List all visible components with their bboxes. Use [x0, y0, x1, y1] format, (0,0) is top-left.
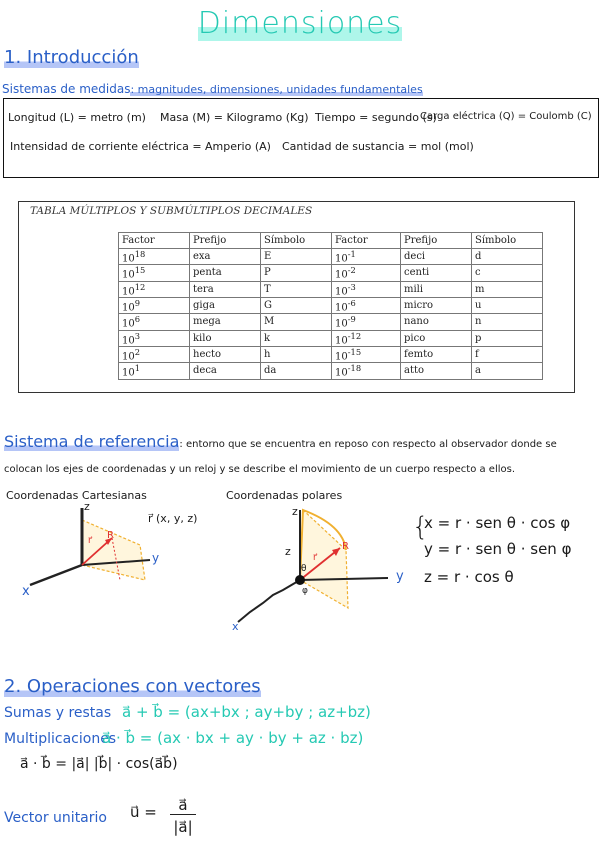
- sum-label: Sumas y restas: [4, 705, 112, 721]
- table-header-row: [119, 233, 543, 249]
- axis-z-label: z: [84, 500, 90, 513]
- dot-product-equation: a⃗ · b⃗ = |a⃗| |b⃗| · cos(a⃗b⃗): [20, 756, 178, 772]
- ref-definition-line1: Sistema de referencia: entorno que se encuentra en reposo con respecto al observador donde se: [4, 432, 557, 451]
- units-box: [3, 98, 599, 178]
- unit-masa: Masa (M) = Kilogramo (Kg): [160, 111, 309, 124]
- equations-brace: {: [412, 512, 429, 542]
- polar-vector-r-label: r⃗: [313, 553, 317, 563]
- polar-axis-x-label: x: [232, 620, 239, 633]
- polar-label: Coordenadas polares: [226, 489, 343, 502]
- unit-vector-lhs: u⃗ =: [130, 803, 157, 821]
- table-row: $10^{18}$ exa E $10^{-1}$ deci d: [119, 249, 543, 265]
- unit-vector-numerator: a⃗: [170, 796, 196, 815]
- header-simbolo: Símbolo: [261, 233, 332, 249]
- subheading-sistemas-medidas: Sistemas de medidas: magnitudes, dimensiones, unidades fundamentales: [2, 82, 423, 96]
- unit-vector-label: Vector unitario: [4, 810, 107, 826]
- polar-z-height-label: z: [285, 545, 291, 558]
- equation-x: x = r · sen θ · cos φ: [424, 514, 571, 532]
- ref-definition-line2: colocan los ejes de coordenadas y un reloj y se describe el movimiento de un cuerpo respecto a ellos.: [4, 464, 516, 475]
- header-simbolo: Símbolo: [472, 233, 543, 249]
- unit-intensidad: Intensidad de corriente eléctrica = Amperio (A): [10, 140, 271, 153]
- unit-cantidad: Cantidad de sustancia = mol (mol): [282, 140, 474, 153]
- section-heading-operaciones: 2. Operaciones con vectores: [4, 676, 261, 697]
- multiply-label: Multiplicaciones: [4, 731, 117, 747]
- prefix-table: [118, 232, 543, 380]
- unit-vector-denominator: |a⃗|: [173, 818, 193, 836]
- page-title: Dimensiones: [197, 6, 403, 41]
- polar-axis-z-label: z: [292, 505, 298, 518]
- unit-tiempo: Tiempo = segundo (s): [315, 111, 437, 124]
- equation-y: y = r · sen θ · sen φ: [424, 540, 572, 558]
- table-row: $10^{12}$ tera T $10^{-3}$ mili m: [119, 281, 543, 297]
- header-factor: Factor: [119, 233, 190, 249]
- section-heading-introduccion: 1. Introducción: [4, 47, 139, 68]
- table-row: $10^2$ hecto h $10^{-15}$ femto f: [119, 346, 543, 362]
- axis-y-label: y: [152, 551, 160, 565]
- header-factor: Factor: [332, 233, 401, 249]
- cartesian-diagram: [20, 500, 200, 610]
- vector-r-label: r⃗: [88, 536, 92, 546]
- axis-x-label: x: [22, 584, 30, 599]
- r-vector-label: r⃗ (x, y, z): [148, 512, 198, 525]
- sum-equation: a⃗ + b⃗ = (ax+bx ; ay+by ; az+bz): [122, 703, 371, 721]
- theta-label: θ: [301, 564, 307, 574]
- header-prefijo: Prefijo: [190, 233, 261, 249]
- polar-diagram: [228, 500, 388, 640]
- unit-carga: Carga eléctrica (Q) = Coulomb (C): [420, 111, 592, 122]
- polar-axis-y-label: y: [396, 569, 404, 584]
- cartesian-label: Coordenadas Cartesianas: [6, 489, 147, 502]
- header-prefijo: Prefijo: [401, 233, 472, 249]
- table-row: $10^3$ kilo k $10^{-12}$ pico p: [119, 330, 543, 346]
- unit-longitud: Longitud (L) = metro (m): [8, 111, 146, 124]
- multiply-equation: a⃗ · b⃗ = (ax · bx + ay · by + az · bz): [102, 729, 364, 747]
- table-row: $10^1$ deca da $10^{-18}$ atto a: [119, 363, 543, 379]
- table-row: $10^9$ giga G $10^{-6}$ micro u: [119, 297, 543, 313]
- equation-z: z = r · cos θ: [424, 568, 514, 586]
- polar-point-r-label: R: [342, 541, 349, 552]
- table-row: $10^6$ mega M $10^{-9}$ nano n: [119, 314, 543, 330]
- table-caption: TABLA MÚLTIPLOS Y SUBMÚLTIPLOS DECIMALES: [30, 205, 313, 217]
- phi-label: φ: [302, 586, 308, 596]
- table-row: $10^{15}$ penta P $10^{-2}$ centi c: [119, 265, 543, 281]
- point-r-label: R: [107, 530, 114, 541]
